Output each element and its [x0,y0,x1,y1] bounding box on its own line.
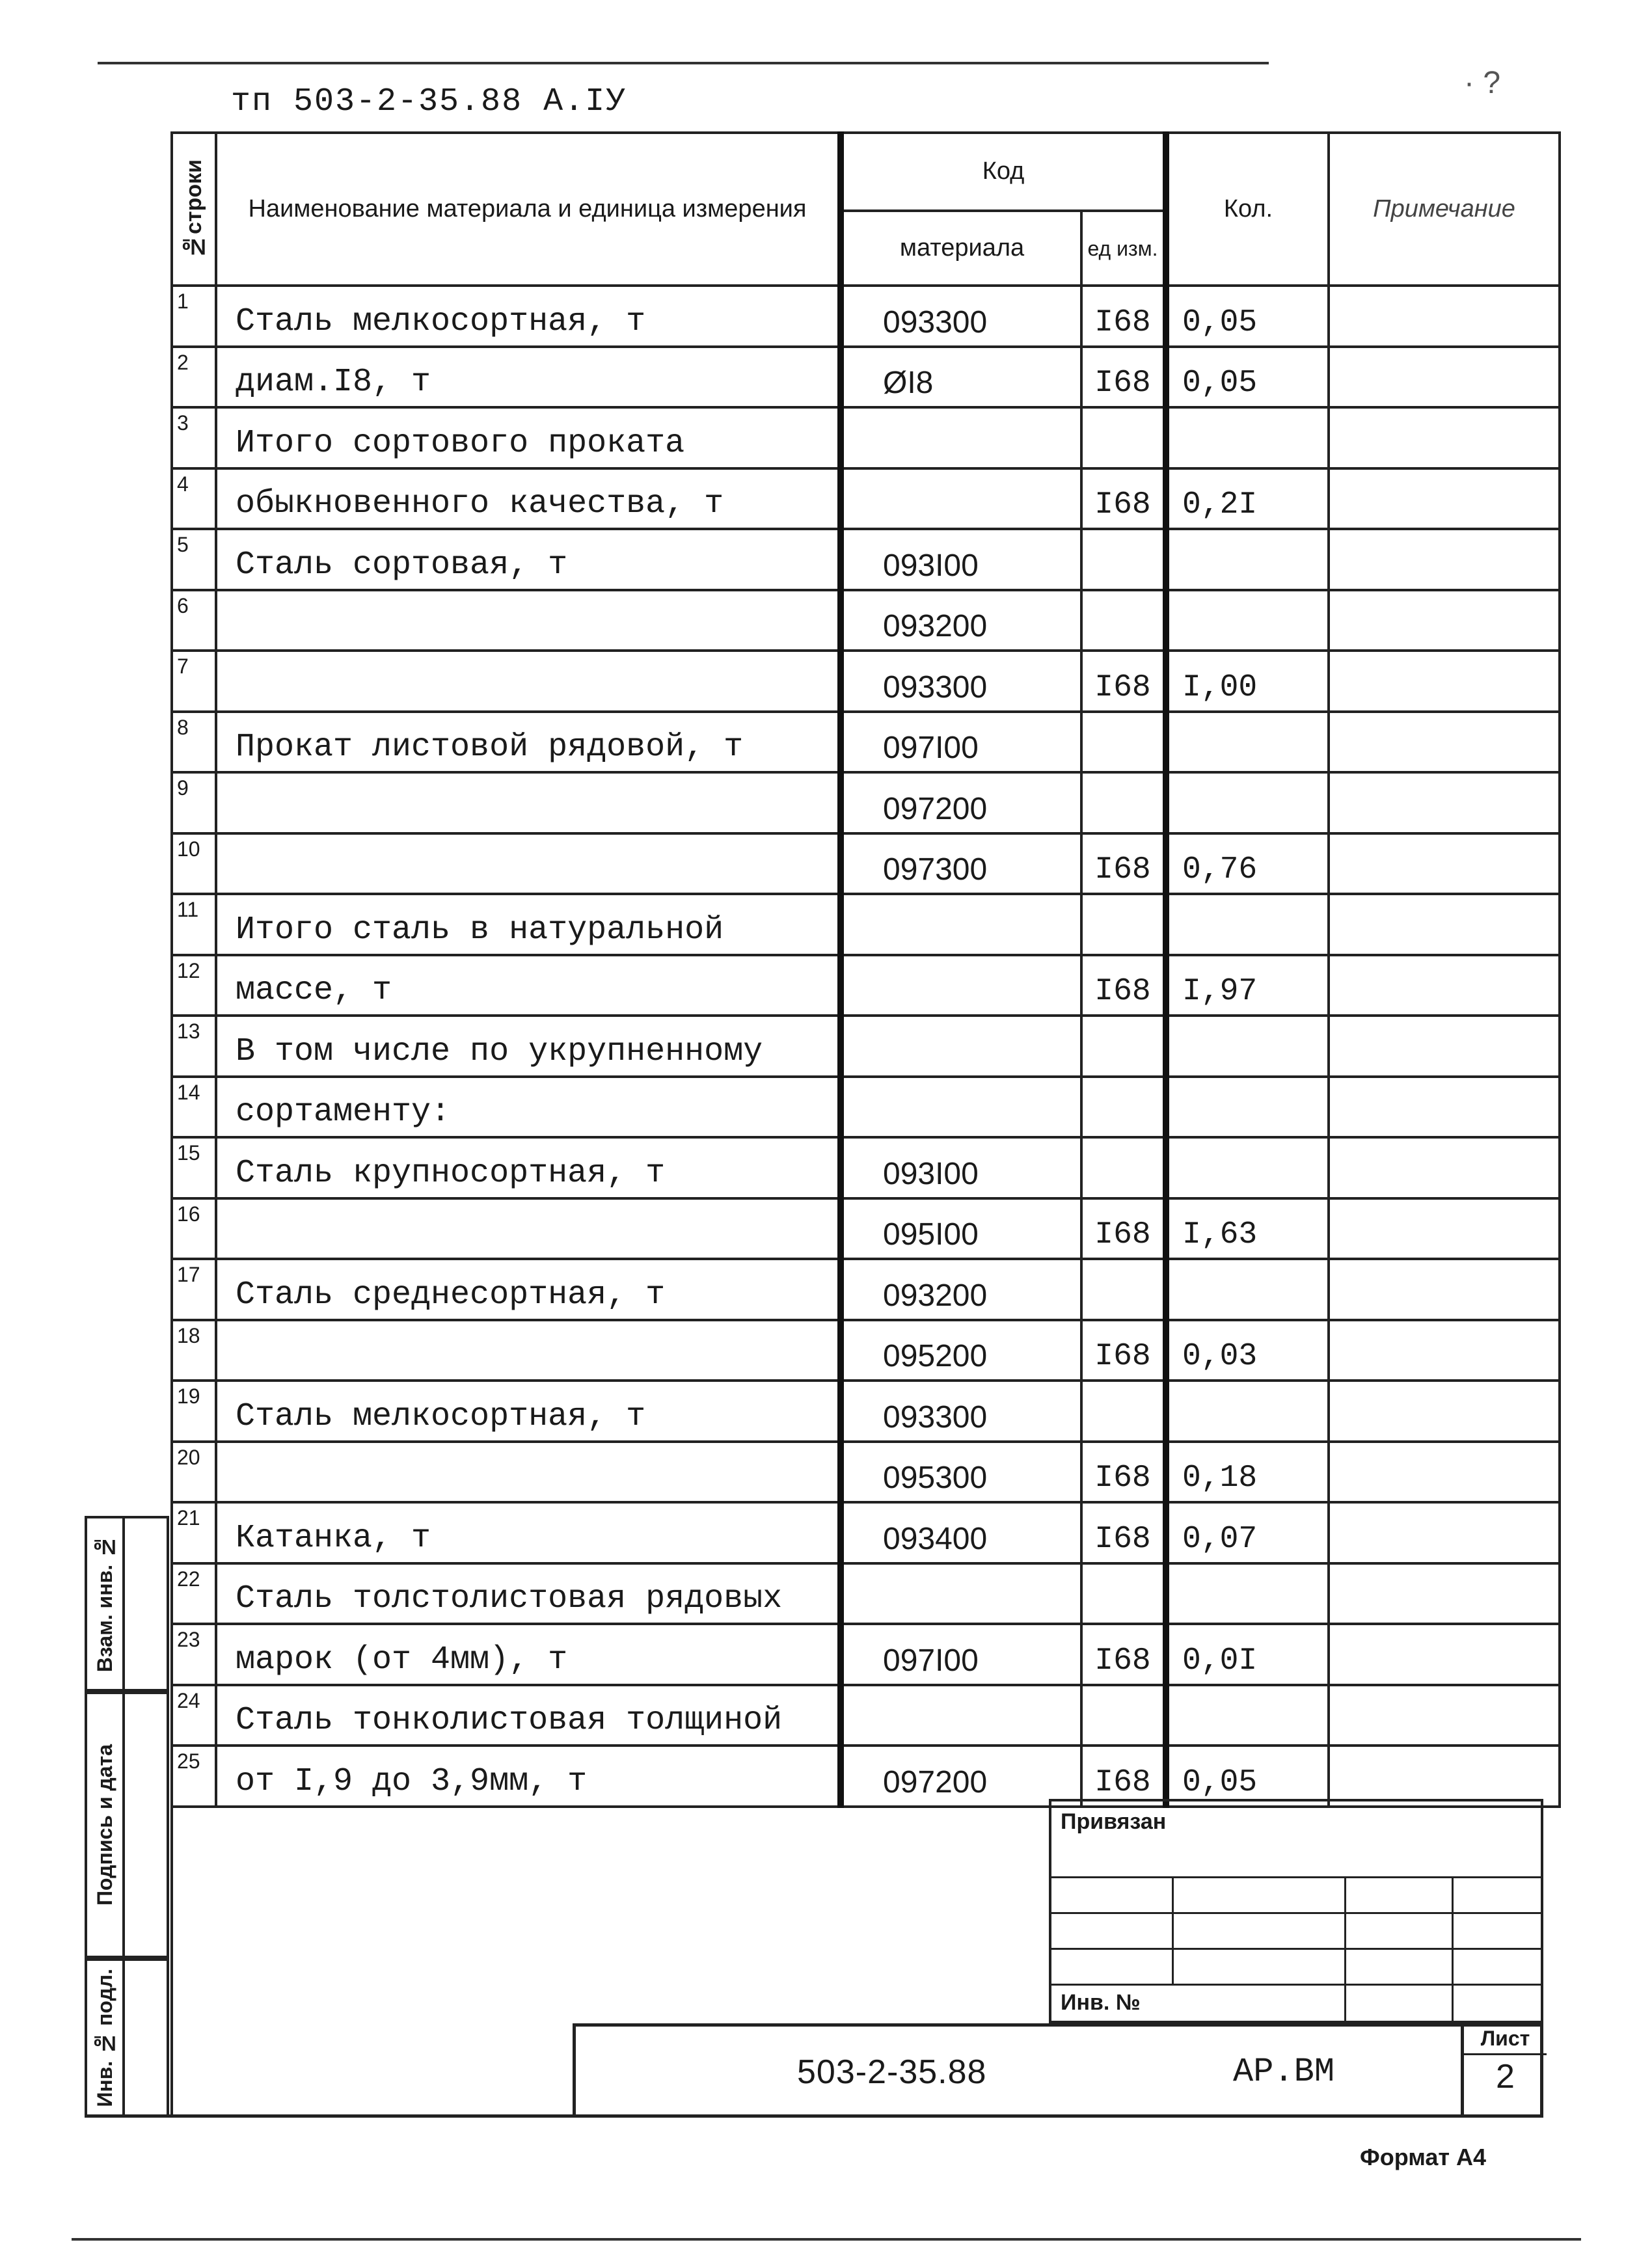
row-number: 13 [172,1016,216,1077]
note [1329,1137,1560,1198]
note [1329,1442,1560,1503]
row-number: 12 [172,955,216,1016]
material-code [841,894,1081,955]
note [1329,651,1560,712]
corner-marks: · ? [1464,66,1501,100]
header-material-code: материала [841,211,1081,286]
material-code: 093300 [841,1381,1081,1442]
material-name: Катанка, т [216,1502,841,1563]
quantity: 0,05 [1166,347,1329,408]
material-name: Сталь крупносортная, т [216,1137,841,1198]
quantity [1166,1563,1329,1625]
unit-code: I68 [1081,833,1166,895]
table-row [172,712,1560,773]
unit-code [1081,1137,1166,1198]
unit-code: I68 [1081,347,1166,408]
material-code [841,1563,1081,1625]
materials-table [170,131,1561,1808]
header-row-number: №строки [172,133,216,286]
note [1329,772,1560,833]
bottom-border-line [72,2238,1581,2241]
unit-code: I68 [1081,1746,1166,1807]
note [1329,347,1560,408]
note [1329,286,1560,347]
material-name: Сталь мелкосортная, т [216,1381,841,1442]
material-code: 095300 [841,1442,1081,1503]
material-code: 097I00 [841,1624,1081,1685]
table-row [172,1320,1560,1381]
sheet-number: 2 [1496,2058,1515,2096]
row-number: 22 [172,1563,216,1625]
material-code: 093300 [841,651,1081,712]
note [1329,1320,1560,1381]
quantity [1166,1685,1329,1746]
row-number: 20 [172,1442,216,1503]
unit-code: I68 [1081,1198,1166,1260]
title-block [573,2023,1543,2118]
header-note: Примечание [1329,133,1560,286]
sheet-box [1461,2023,1547,2118]
unit-code: I68 [1081,1320,1166,1381]
material-name [216,772,841,833]
row-number: 18 [172,1320,216,1381]
top-border-line [98,62,1269,64]
unit-code [1081,1016,1166,1077]
row-number: 7 [172,651,216,712]
unit-code: I68 [1081,286,1166,347]
material-name [216,1320,841,1381]
row-number: 11 [172,894,216,955]
stamp-line [1051,1876,1541,1878]
unit-code: I68 [1081,1624,1166,1685]
unit-code [1081,1563,1166,1625]
material-name: массе, т [216,955,841,1016]
row-number: 4 [172,468,216,530]
stamp-divider [1452,1876,1454,2023]
material-code: 097300 [841,833,1081,895]
row-number: 2 [172,347,216,408]
note [1329,1746,1560,1807]
material-code: 097200 [841,1746,1081,1807]
material-name: Сталь мелкосортная, т [216,286,841,347]
note [1329,1502,1560,1563]
unit-code [1081,1077,1166,1138]
document-header: тп 503-2-35.88 А.IУ [231,83,627,120]
quantity: 0,03 [1166,1320,1329,1381]
table-row [172,286,1560,347]
title-block-mark: АР.ВМ [1233,2053,1335,2091]
material-name [216,833,841,895]
quantity [1166,407,1329,468]
table-row [172,894,1560,955]
note [1329,1381,1560,1442]
row-number: 14 [172,1077,216,1138]
sheet-label: Лист [1464,2023,1547,2055]
material-name: Сталь сортовая, т [216,529,841,590]
unit-code [1081,590,1166,651]
material-name [216,1198,841,1260]
quantity [1166,1137,1329,1198]
table-row [172,1016,1560,1077]
stamp-line [1051,1912,1541,1914]
material-code: 093I00 [841,1137,1081,1198]
table-row [172,1442,1560,1503]
unit-code: I68 [1081,955,1166,1016]
frame-left-line [170,1692,173,2114]
material-name: диам.I8, т [216,347,841,408]
table-row [172,1624,1560,1685]
table-row [172,1259,1560,1320]
material-name: Сталь среднесортная, т [216,1259,841,1320]
table-row [172,1198,1560,1260]
table-row [172,347,1560,408]
stamp-line [1051,1948,1541,1950]
material-code: 097200 [841,772,1081,833]
table-row [172,590,1560,651]
quantity: 0,18 [1166,1442,1329,1503]
table-row [172,833,1560,895]
table-row [172,772,1560,833]
material-code: 093400 [841,1502,1081,1563]
table-row [172,955,1560,1016]
note [1329,468,1560,530]
note [1329,712,1560,773]
table-row [172,651,1560,712]
row-number: 23 [172,1624,216,1685]
header-qty: Кол. [1166,133,1329,286]
row-number: 25 [172,1746,216,1807]
row-number: 21 [172,1502,216,1563]
material-name: марок (от 4мм), т [216,1624,841,1685]
quantity: 0,76 [1166,833,1329,895]
table-row [172,1077,1560,1138]
material-name: Сталь толстолистовая рядовых [216,1563,841,1625]
material-code: 097I00 [841,712,1081,773]
quantity: 0,05 [1166,286,1329,347]
unit-code [1081,772,1166,833]
note [1329,1563,1560,1625]
quantity: I,63 [1166,1198,1329,1260]
row-number: 9 [172,772,216,833]
material-name: Итого сортового проката [216,407,841,468]
unit-code [1081,407,1166,468]
row-number: 10 [172,833,216,895]
material-code [841,468,1081,530]
table-row [172,1137,1560,1198]
unit-code: I68 [1081,651,1166,712]
header-name: Наименование материала и единица измерения [216,133,841,286]
material-name [216,651,841,712]
unit-code [1081,712,1166,773]
unit-code [1081,894,1166,955]
quantity: 0,2I [1166,468,1329,530]
title-block-code: 503-2-35.88 [797,2053,987,2091]
unit-code [1081,529,1166,590]
stamp-signature-date-label: Подпись и дата [92,1744,116,1906]
material-name: Итого сталь в натуральной [216,894,841,955]
table-row [172,1746,1560,1807]
material-code: 093I00 [841,529,1081,590]
quantity: I,97 [1166,955,1329,1016]
quantity: 0,0I [1166,1624,1329,1685]
material-code [841,1685,1081,1746]
table-row [172,1502,1560,1563]
material-code [841,407,1081,468]
quantity [1166,1259,1329,1320]
quantity [1166,712,1329,773]
quantity: I,00 [1166,651,1329,712]
header-unit-code: ед изм. [1081,211,1166,286]
unit-code [1081,1381,1166,1442]
table-row [172,1563,1560,1625]
unit-code: I68 [1081,1502,1166,1563]
inv-no-label: Инв. № [1061,1990,1141,2015]
material-code [841,1077,1081,1138]
quantity [1166,590,1329,651]
quantity [1166,529,1329,590]
format-label: Формат А4 [1360,2144,1487,2170]
quantity [1166,772,1329,833]
material-name: обыкновенного качества, т [216,468,841,530]
stamp-divider [1172,1876,1174,1984]
row-number: 19 [172,1381,216,1442]
note [1329,407,1560,468]
row-number: 3 [172,407,216,468]
unit-code [1081,1685,1166,1746]
material-name [216,1442,841,1503]
material-code: 093300 [841,286,1081,347]
material-name [216,590,841,651]
note [1329,894,1560,955]
row-number: 6 [172,590,216,651]
stamp-line [1051,1984,1541,1986]
note [1329,529,1560,590]
unit-code: I68 [1081,468,1166,530]
row-number: 8 [172,712,216,773]
quantity [1166,1077,1329,1138]
unit-code [1081,1259,1166,1320]
material-code: ØI8 [841,347,1081,408]
quantity [1166,894,1329,955]
note [1329,1077,1560,1138]
row-number: 5 [172,529,216,590]
quantity: 0,05 [1166,1746,1329,1807]
table-row [172,1381,1560,1442]
material-code [841,1016,1081,1077]
stamp-vzam-inv-label: Взам. инв. № [92,1535,116,1673]
material-code: 093200 [841,590,1081,651]
stamp-divider [1344,1876,1346,2023]
stamp-vzam-inv [85,1516,169,1692]
note [1329,833,1560,895]
material-name: сортаменту: [216,1077,841,1138]
table-row [172,468,1560,530]
table-row [172,1685,1560,1746]
row-number: 15 [172,1137,216,1198]
row-number: 24 [172,1685,216,1746]
material-name: от I,9 до 3,9мм, т [216,1746,841,1807]
table-row [172,529,1560,590]
material-code: 093200 [841,1259,1081,1320]
material-code: 095I00 [841,1198,1081,1260]
material-name: В том числе по укрупненному [216,1016,841,1077]
material-code: 095200 [841,1320,1081,1381]
note [1329,590,1560,651]
note [1329,1259,1560,1320]
quantity [1166,1016,1329,1077]
privyazan-label: Привязан [1061,1809,1167,1834]
note [1329,955,1560,1016]
note [1329,1016,1560,1077]
row-number: 16 [172,1198,216,1260]
row-number: 17 [172,1259,216,1320]
stamp-inv-podl [85,1958,169,2118]
quantity: 0,07 [1166,1502,1329,1563]
material-code [841,955,1081,1016]
material-name: Прокат листовой рядовой, т [216,712,841,773]
note [1329,1685,1560,1746]
binding-stamp [1049,1799,1543,2023]
note [1329,1624,1560,1685]
row-number: 1 [172,286,216,347]
quantity [1166,1381,1329,1442]
note [1329,1198,1560,1260]
stamp-inv-podl-label: Инв. № подл. [92,1969,116,2107]
unit-code: I68 [1081,1442,1166,1503]
header-code-group: Код [841,133,1166,211]
table-row [172,407,1560,468]
stamp-signature-date [85,1692,169,1958]
material-name: Сталь тонколистовая толщиной [216,1685,841,1746]
